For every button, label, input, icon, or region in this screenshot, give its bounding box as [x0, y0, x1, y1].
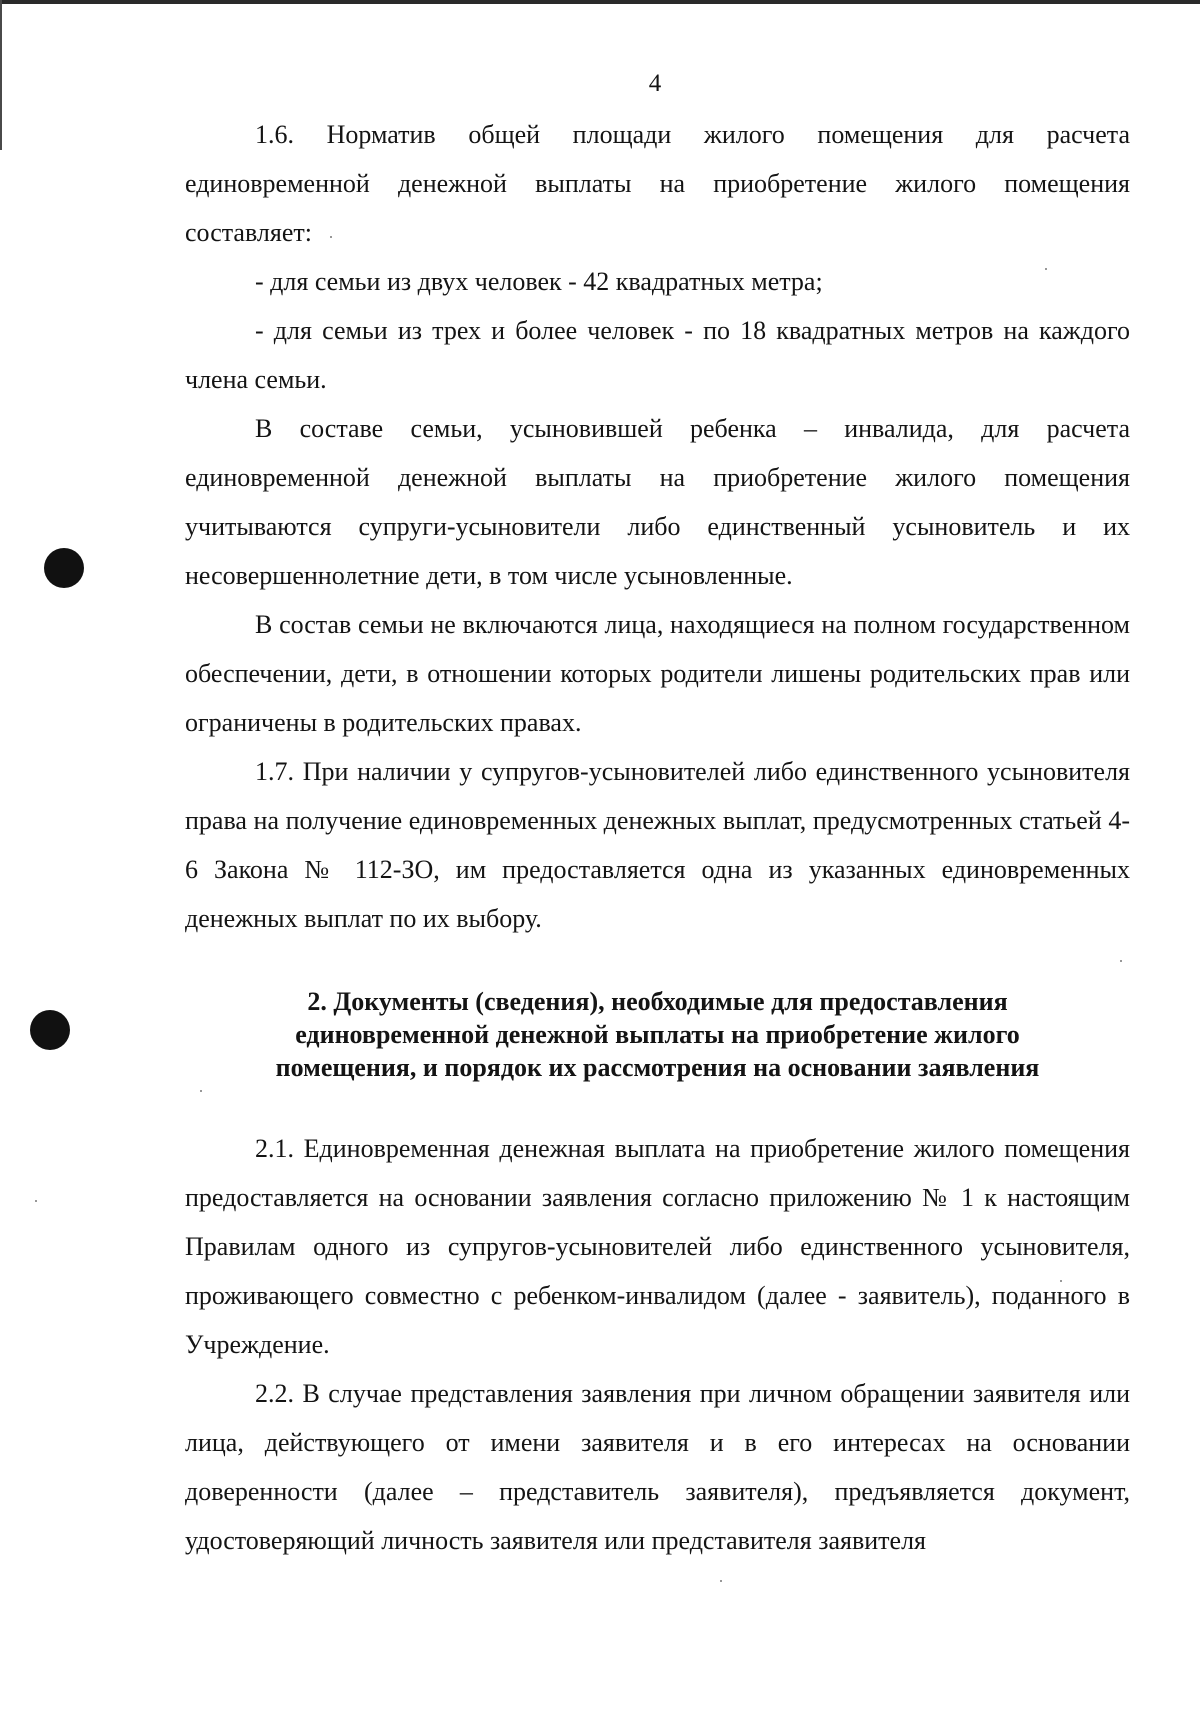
- section-2-heading: [185, 985, 1130, 1084]
- scan-speck: [720, 1580, 722, 1582]
- paragraph-family-composition: В составе семьи, усыновившей ребенка – инвалида, для расчета единовременной денежной выплаты на приобретение жилого помещения учитываются супруги-усыновители либо единственный усыновитель и их несовершеннолетние дети, в том числе усыновленные.: [185, 414, 1130, 590]
- list-item-three-or-more: - для семьи из трех и более человек - по 18 квадратных метров на каждого члена семьи.: [185, 316, 1130, 394]
- section-2-heading-line: 2. Документы (сведения), необходимые для предоставления: [307, 987, 1008, 1016]
- section-2-heading-line: единовременной денежной выплаты на приобретение жилого: [295, 1020, 1020, 1049]
- page-number: 4: [648, 70, 662, 97]
- paragraph-2-2: 2.2. В случае представления заявления при личном обращении заявителя или лица, действующего от имени заявителя и в его интересах на основании доверенности (далее – представитель заявителя), предъявляется документ, удостоверяющий личность заявителя или представителя заявителя: [185, 1379, 1130, 1555]
- scan-speck: [35, 1200, 37, 1202]
- section-2-heading-line: помещения, и порядок их рассмотрения на основании заявления: [275, 1053, 1040, 1082]
- document-body: [185, 110, 1130, 1565]
- paragraph-1-7: 1.7. При наличии у супругов-усыновителей либо единственного усыновителя права на получение единовременных денежных выплат, предусмотренных статьей 4-6 Закона № 112-ЗО, им предоставляется одна из указанных единовременных денежных выплат по их выбору.: [185, 757, 1130, 933]
- punch-hole-bottom: [30, 1010, 70, 1050]
- punch-hole-top: [44, 548, 84, 588]
- paragraph-2-1: 2.1. Единовременная денежная выплата на приобретение жилого помещения предоставляется на основании заявления согласно приложению № 1 к настоящим Правилам одного из супругов-усыновителей либо единственного усыновителя, проживающего совместно с ребенком-инвалидом (далее - заявитель), поданного в Учреждение.: [185, 1134, 1130, 1359]
- scan-top-edge: [0, 0, 1200, 4]
- list-item-two-persons: - для семьи из двух человек - 42 квадратных метра;: [255, 267, 823, 296]
- paragraph-1-6: 1.6. Норматив общей площади жилого помещения для расчета единовременной денежной выплаты на приобретение жилого помещения составляет:: [185, 120, 1130, 247]
- paragraph-family-exclusions: В состав семьи не включаются лица, находящиеся на полном государственном обеспечении, дети, в отношении которых родители лишены родительских прав или ограничены в родительских правах.: [185, 610, 1130, 737]
